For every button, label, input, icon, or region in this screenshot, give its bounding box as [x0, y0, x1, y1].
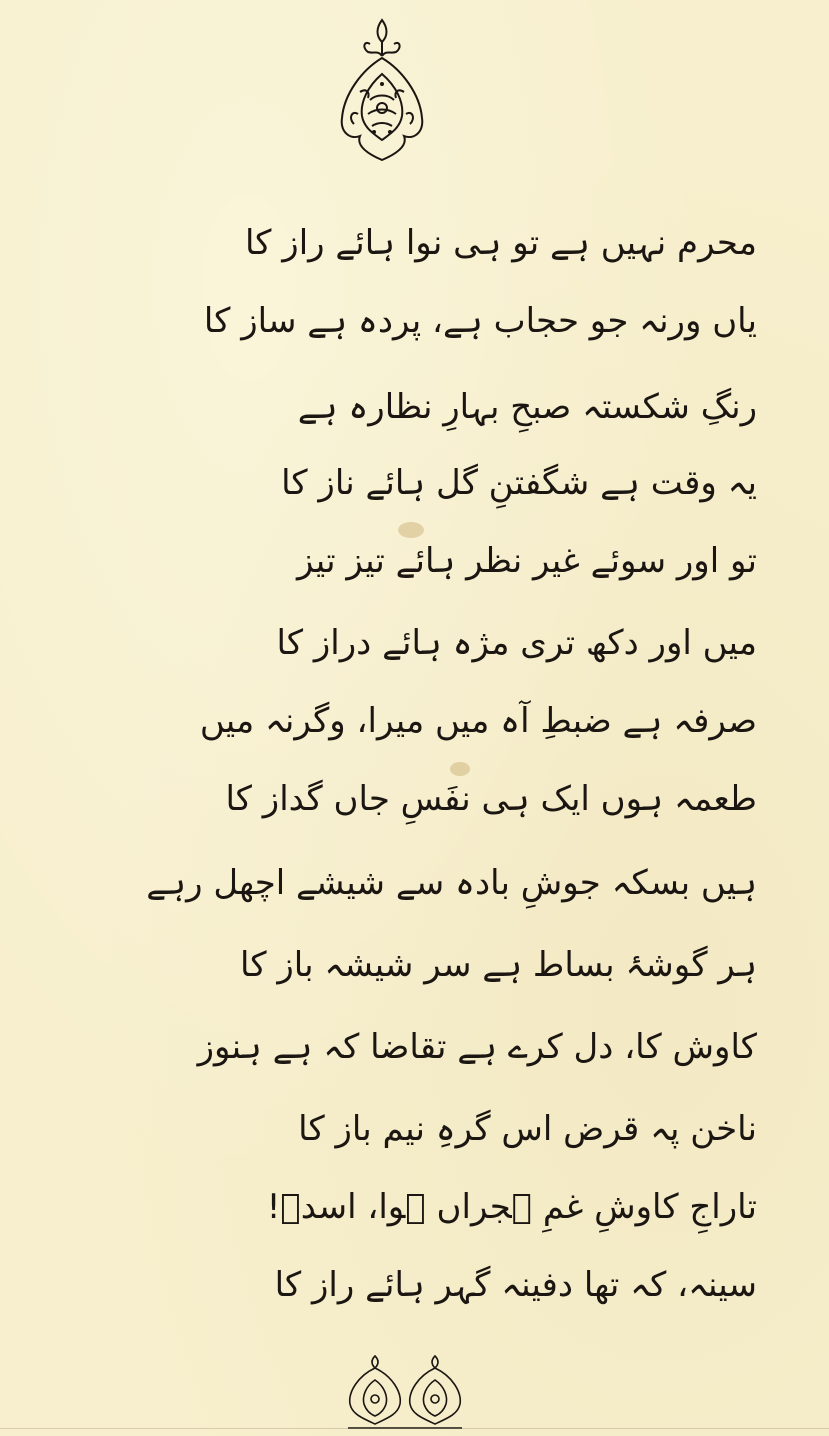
bottom-floral-ornament-icon	[340, 1352, 470, 1432]
poem-line-6: میں اور دکھ تری مژہ ہائے دراز کا	[276, 623, 757, 663]
poem-line-7: صرفہ ہے ضبطِ آہ میں میرا، وگرنہ میں	[199, 701, 757, 741]
poem-line-12: ناخن پہ قرض اس گرہِ نیم باز کا	[298, 1109, 757, 1149]
poem-line-5: تو اور سوئے غیر نظر ہائے تیز تیز	[297, 541, 757, 581]
poem-line-3: رنگِ شکستہ صبحِ بہارِ نظارہ ہے	[297, 387, 757, 427]
page-bottom-edge	[0, 1428, 829, 1429]
poem-line-4: یہ وقت ہے شگفتنِ گل ہائے ناز کا	[281, 463, 757, 503]
poem-line-14: سینہ، کہ تھا دفینہ گہر ہائے راز کا	[274, 1265, 757, 1305]
poem-line-11: کاوش کا، دل کرے ہے تقاضا کہ ہے ہنوز	[197, 1027, 757, 1067]
poem-line-9: ہیں بسکہ جوشِ بادہ سے شیشے اچھل رہے	[146, 863, 757, 903]
poem-line-10: ہر گوشۂ بساط ہے سر شیشہ باز کا	[240, 945, 757, 985]
poem-line-8: طعمہ ہوں ایک ہی نفَسِ جاں گداز کا	[225, 779, 757, 819]
poem-line-13: تاراجِ کاوشِ غمِ ہجراں ہوا، اسدؔ!	[266, 1187, 757, 1227]
poem-line-2: یاں ورنہ جو حجاب ہے، پردہ ہے ساز کا	[203, 301, 757, 341]
poem-line-1: محرم نہیں ہے تو ہی نوا ہائے راز کا	[244, 223, 757, 263]
